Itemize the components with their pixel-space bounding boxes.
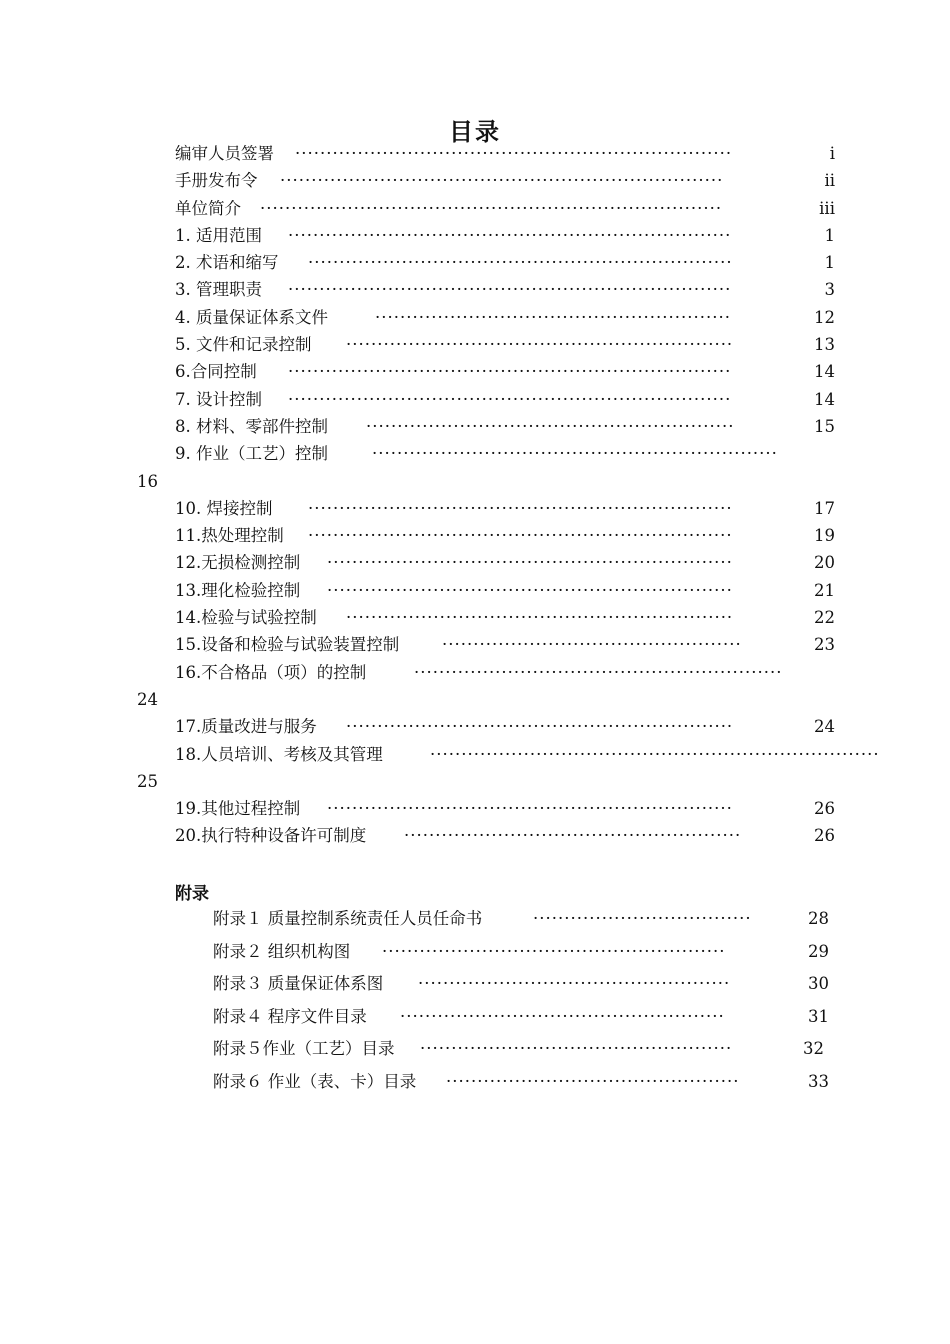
toc-page-number: ii <box>824 171 835 191</box>
toc-entry-label: 17.质量改进与服务 <box>175 713 321 740</box>
toc-row[interactable]: ······································································· 手册发布令 ii <box>0 167 950 194</box>
toc-page-number: 24 <box>814 717 835 737</box>
toc-page-number: 20 <box>814 553 835 573</box>
toc-entry-label: 11.热处理控制 <box>175 522 288 549</box>
toc-row[interactable]: ······················································ 20.执行特种设备许可制度 26 <box>0 822 950 849</box>
toc-entry-label: 编审人员签署 <box>175 140 278 167</box>
toc-row[interactable]: ······································································· 1. 适用范围 1 <box>0 222 950 249</box>
toc-entry-label: 14.检验与试验控制 <box>175 604 321 631</box>
appendix-row[interactable]: 附录１ 质量控制系统责任人员任命书 ··································· 28 <box>0 903 950 936</box>
toc-entry-label: 7. 设计控制 <box>175 386 266 413</box>
toc-page-number: 1 <box>824 253 835 273</box>
toc-entry-label: 6.合同控制 <box>175 358 261 385</box>
toc-entry-label: 12.无损检测控制 <box>175 549 304 576</box>
appendix-page-number: 31 <box>808 1006 829 1026</box>
toc-page-number: 22 <box>814 608 835 628</box>
toc-page-number: 25 <box>137 771 158 791</box>
toc-page-number: 26 <box>814 799 835 819</box>
appendix-list <box>0 903 950 1098</box>
appendix-page-number: 33 <box>808 1071 829 1091</box>
toc-page-number: 3 <box>824 280 835 300</box>
table-of-contents <box>0 140 950 850</box>
toc-page-number: 26 <box>814 826 835 846</box>
appendix-heading: 附录 <box>175 884 209 904</box>
toc-wrapped-page-number-row <box>0 686 950 713</box>
toc-row[interactable]: ······································································· 3. 管理职责 3 <box>0 276 950 303</box>
toc-row[interactable]: ································································· 12.无损检测控制 20 <box>0 549 950 576</box>
toc-entry-label: 手册发布令 <box>175 167 262 194</box>
appendix-entry-label: 附录５作业（工艺）目录 <box>213 1039 395 1058</box>
appendix-row[interactable]: 附录４ 程序文件目录 ···················································· 31 <box>0 1001 950 1034</box>
appendix-page-number: 32 <box>803 1039 824 1058</box>
toc-entry-label: 1. 适用范围 <box>175 222 266 249</box>
toc-page-number: 24 <box>137 689 158 709</box>
toc-entry-label: 10. 焊接控制 <box>175 495 277 522</box>
toc-page-number: 15 <box>814 416 835 436</box>
appendix-page-number: 30 <box>808 974 829 993</box>
toc-row[interactable]: ······································································· 6.合同控制 14 <box>0 358 950 385</box>
toc-entry-label: 4. 质量保证体系文件 <box>175 304 332 331</box>
toc-row[interactable]: ···································································· 11.热处理控制 19 <box>0 522 950 549</box>
toc-entry-label: 20.执行特种设备许可制度 <box>175 822 370 849</box>
toc-entry-label: 18.人员培训、考核及其管理 <box>175 741 387 768</box>
toc-row[interactable]: ········································································ 18.人员培训、考核及其管理 <box>0 741 950 768</box>
toc-row[interactable]: ···································································· 2. 术语和缩写 1 <box>0 249 950 276</box>
toc-page-number: 14 <box>814 362 835 382</box>
appendix-row[interactable]: 附录２ 组织机构图 ······················································· 29 <box>0 936 950 969</box>
toc-wrapped-page-number-row <box>0 468 950 495</box>
toc-page-number: 1 <box>824 225 835 245</box>
toc-row[interactable]: ·········································································· 单位简介 iii <box>0 195 950 222</box>
toc-row[interactable]: ································································· 19.其他过程控制 26 <box>0 795 950 822</box>
toc-entry-label: 3. 管理职责 <box>175 276 266 303</box>
toc-page-number: 13 <box>814 335 835 355</box>
toc-page-number: i <box>829 144 835 163</box>
toc-entry-label: 8. 材料、零部件控制 <box>175 413 332 440</box>
appendix-entry-label: 附录３ 质量保证体系图 <box>213 974 384 993</box>
appendix-entry-label: 附录６ 作业（表、卡）目录 <box>213 1071 417 1091</box>
toc-page-number: 21 <box>814 580 835 600</box>
toc-page-number: 16 <box>137 471 158 491</box>
toc-entry-label: 16.不合格品（项）的控制 <box>175 659 370 686</box>
toc-row[interactable]: ··························································· 16.不合格品（项）的控制 <box>0 659 950 686</box>
toc-page-number: 17 <box>814 498 835 518</box>
toc-page-number: iii <box>819 198 835 218</box>
toc-row[interactable]: ······························································ 17.质量改进与服务 24 <box>0 713 950 740</box>
toc-row[interactable]: ···································································· 10. 焊接控制 17 <box>0 495 950 522</box>
toc-row[interactable]: ······································································· 7. 设计控制 14 <box>0 386 950 413</box>
appendix-entry-label: 附录１ 质量控制系统责任人员任命书 <box>213 909 483 928</box>
toc-wrapped-page-number-row <box>0 768 950 795</box>
appendix-row[interactable]: 附录３ 质量保证体系图 ·················································· 30 <box>0 968 950 1001</box>
toc-row[interactable]: ································································· 13.理化检验控制 21 <box>0 577 950 604</box>
appendix-row[interactable]: 附录６ 作业（表、卡）目录 ··············································· 33 <box>0 1066 950 1099</box>
toc-entry-label: 15.设备和检验与试验装置控制 <box>175 631 403 658</box>
toc-row[interactable]: ······························································ 5. 文件和记录控制 13 <box>0 331 950 358</box>
appendix-page-number: 28 <box>808 909 829 928</box>
toc-row[interactable]: ······························································ 14.检验与试验控制 22 <box>0 604 950 631</box>
toc-page-number: 19 <box>814 526 835 546</box>
appendix-page-number: 29 <box>808 941 829 961</box>
toc-page-number: 12 <box>814 307 835 327</box>
toc-row[interactable]: ··························································· 8. 材料、零部件控制 15 <box>0 413 950 440</box>
toc-row[interactable]: ······································································ 编审人员签署 i <box>0 140 950 167</box>
toc-row[interactable]: ················································ 15.设备和检验与试验装置控制 23 <box>0 631 950 658</box>
toc-entry-label: 13.理化检验控制 <box>175 577 304 604</box>
toc-page-number: 23 <box>814 635 835 655</box>
toc-entry-label: 2. 术语和缩写 <box>175 249 283 276</box>
appendix-row[interactable]: 附录５作业（工艺）目录 ·················································· 32 <box>0 1033 950 1066</box>
page-title: 目录 <box>449 118 501 146</box>
toc-row[interactable]: ························································· 4. 质量保证体系文件 12 <box>0 304 950 331</box>
toc-entry-label: 5. 文件和记录控制 <box>175 331 316 358</box>
toc-page-number: 14 <box>814 389 835 409</box>
toc-row[interactable]: ································································· 9. 作业（工艺）控制 <box>0 440 950 467</box>
appendix-entry-label: 附录２ 组织机构图 <box>213 941 351 961</box>
toc-entry-label: 19.其他过程控制 <box>175 795 304 822</box>
toc-entry-label: 9. 作业（工艺）控制 <box>175 440 332 467</box>
appendix-entry-label: 附录４ 程序文件目录 <box>213 1006 367 1026</box>
toc-entry-label: 单位简介 <box>175 195 245 222</box>
